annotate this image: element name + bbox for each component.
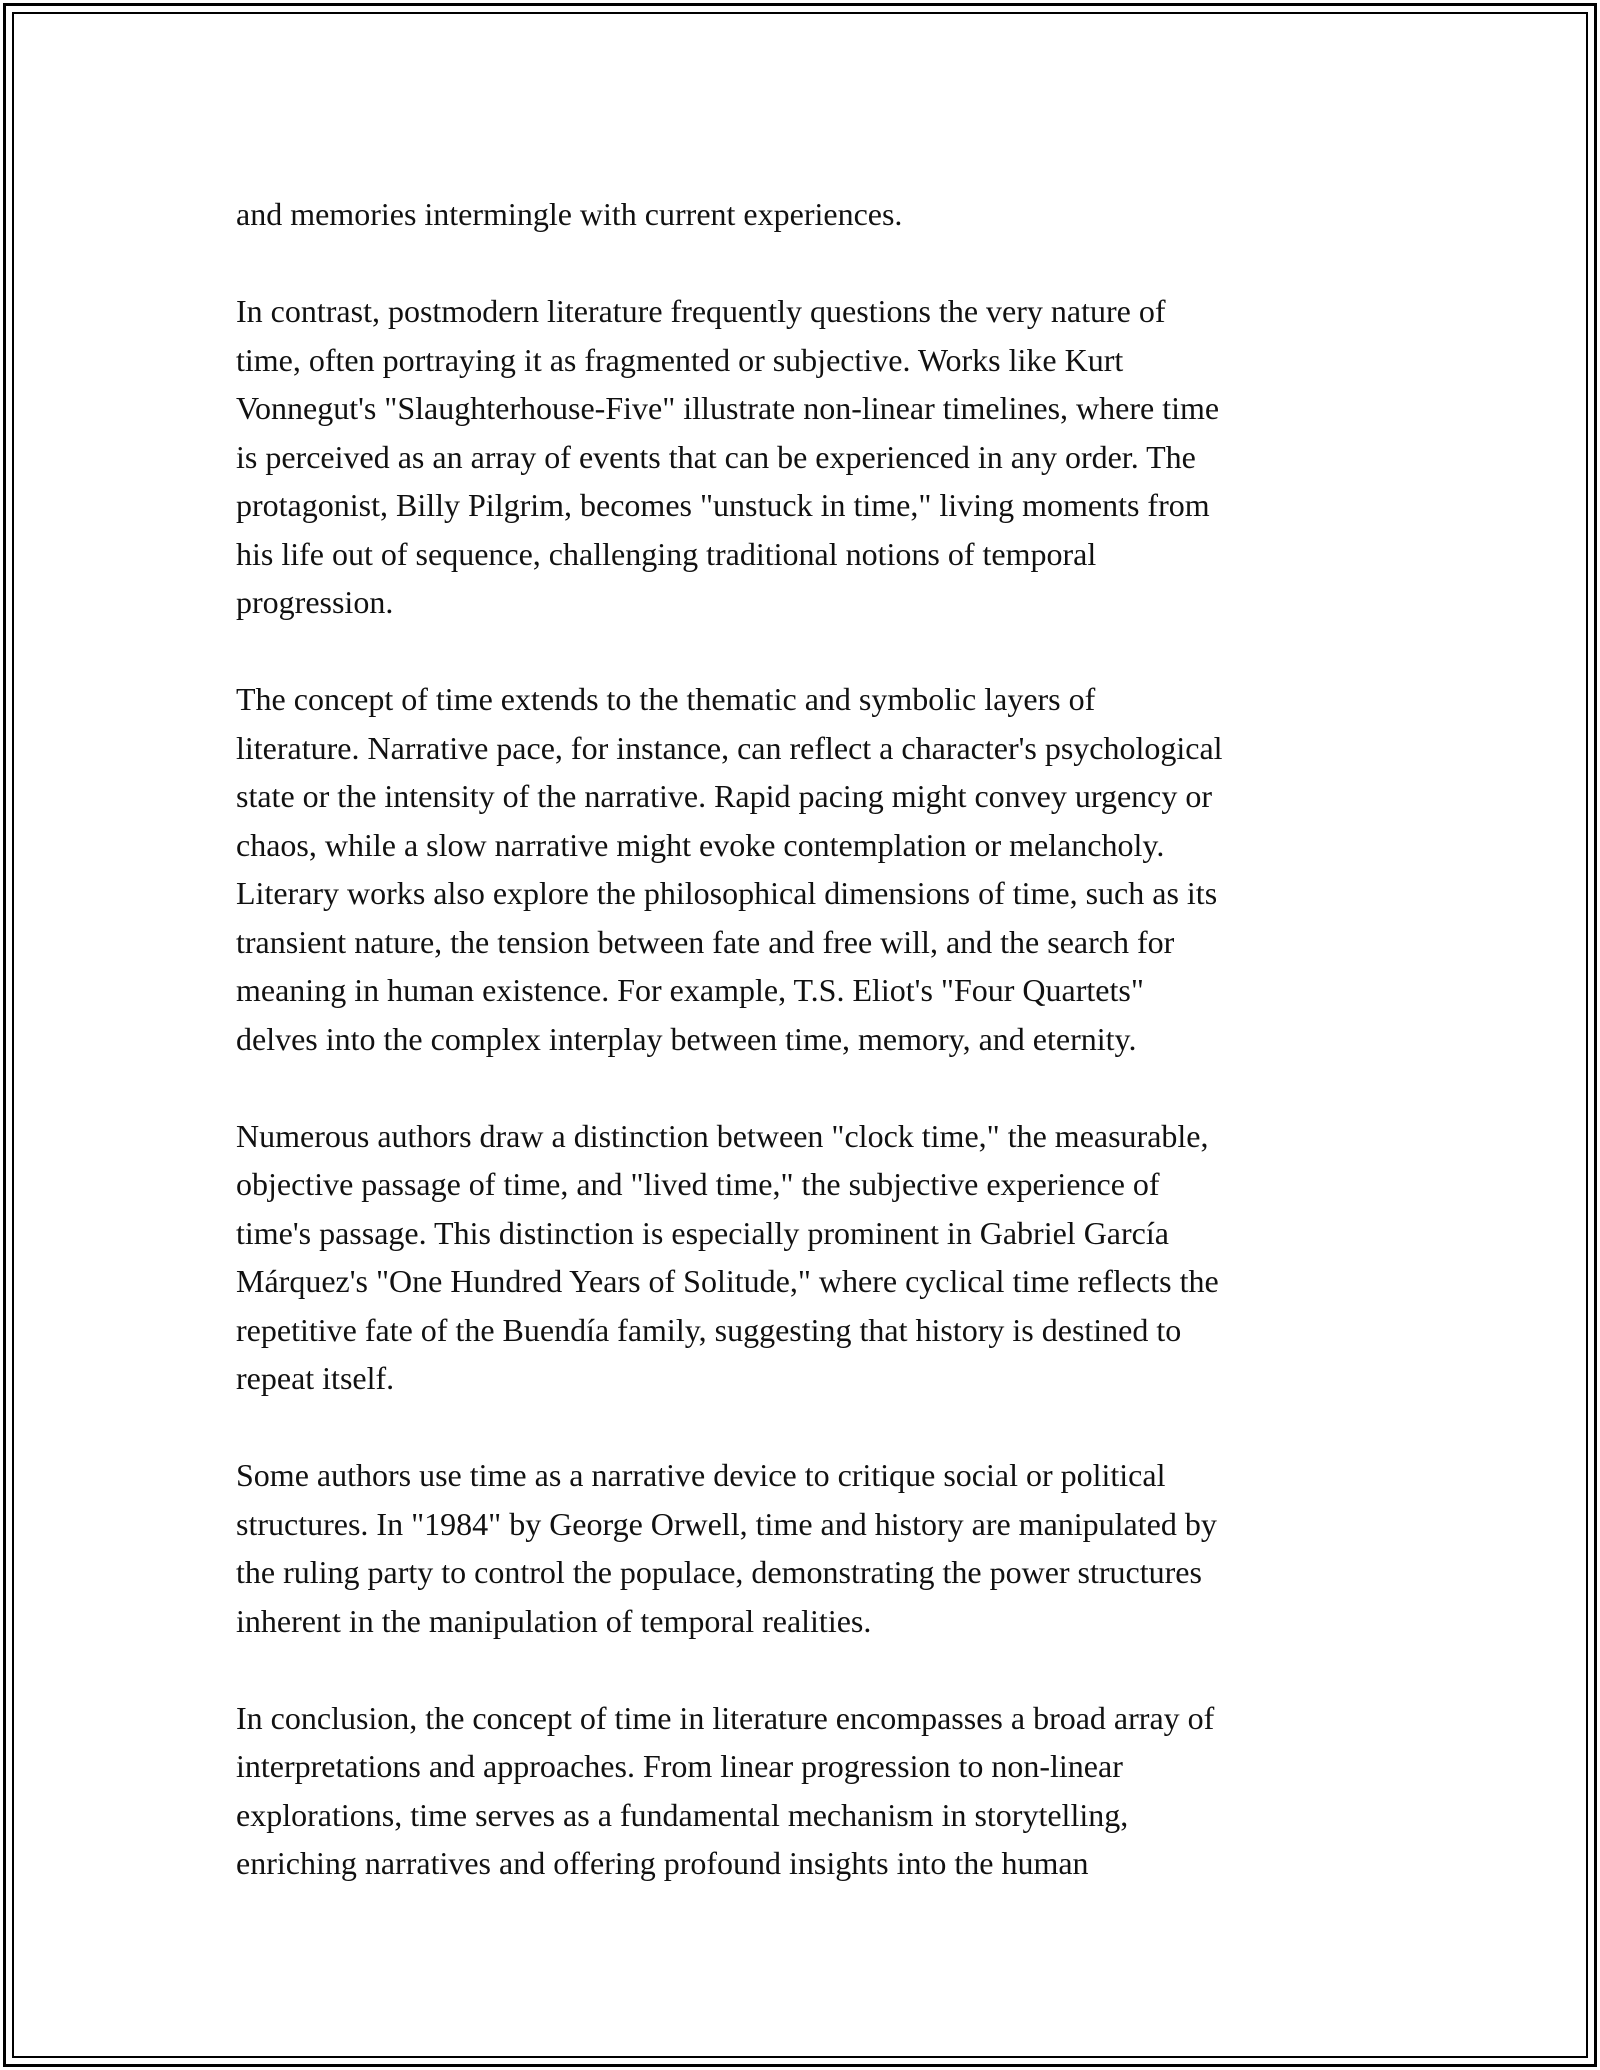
text-line: and memories intermingle with current experiences.	[236, 196, 903, 232]
text-line: structures. In "1984" by George Orwell, time and history are manipulated by	[236, 1505, 1217, 1542]
text-line: Vonnegut's "Slaughterhouse-Five" illustrate non-linear timelines, where time	[236, 390, 1220, 426]
text-line: inherent in the manipulation of temporal realities.	[236, 1602, 872, 1639]
text-line: meaning in human existence. For example, T.S. Eliot's "Four Quartets"	[236, 972, 1144, 1008]
text-line: Márquez's "One Hundred Years of Solitude," where cyclical time reflects the	[236, 1263, 1219, 1299]
text-line: Numerous authors draw a distinction between "clock time," the measurable,	[236, 1117, 1209, 1154]
paragraph	[236, 287, 1396, 627]
text-line: delves into the complex interplay between time, memory, and eternity.	[236, 1020, 1137, 1057]
text-line: objective passage of time, and "lived time," the subjective experience of	[236, 1166, 1160, 1202]
text-line: time's passage. This distinction is especially prominent in Gabriel García	[236, 1214, 1169, 1251]
text-line: time, often portraying it as fragmented or subjective. Works like Kurt	[236, 341, 1124, 378]
text-line: protagonist, Billy Pilgrim, becomes "unstuck in time," living moments from	[236, 487, 1210, 523]
text-line: interpretations and approaches. From linear progression to non-linear	[236, 1748, 1123, 1784]
text-line: is perceived as an array of events that can be experienced in any order. The	[236, 438, 1196, 475]
text-line: In contrast, postmodern literature frequently questions the very nature of	[236, 293, 1166, 329]
text-line: explorations, time serves as a fundamental mechanism in storytelling,	[236, 1796, 1129, 1833]
text-line: the ruling party to control the populace, demonstrating the power structures	[236, 1554, 1202, 1590]
text-line: repetitive fate of the Buendía family, suggesting that history is destined to	[236, 1311, 1182, 1348]
text-line: enriching narratives and offering profound insights into the human	[236, 1845, 1089, 1881]
text-line: state or the intensity of the narrative. Rapid pacing might convey urgency or	[236, 778, 1213, 814]
text-line: Literary works also explore the philosophical dimensions of time, such as its	[236, 875, 1218, 911]
paragraph	[236, 1451, 1396, 1645]
paragraph	[236, 1694, 1396, 1888]
text-line: his life out of sequence, challenging traditional notions of temporal	[236, 535, 1097, 572]
text-line: progression.	[236, 584, 394, 620]
text-line: Some authors use time as a narrative device to critique social or political	[236, 1457, 1166, 1493]
paragraph	[236, 1112, 1396, 1403]
text-line: The concept of time extends to the thematic and symbolic layers of	[236, 681, 1096, 717]
document-body	[236, 190, 1396, 1936]
text-line: repeat itself.	[236, 1360, 395, 1396]
paragraph	[236, 190, 1396, 239]
text-line: literature. Narrative pace, for instance, can reflect a character's psychological	[236, 729, 1223, 766]
text-line: chaos, while a slow narrative might evoke contemplation or melancholy.	[236, 826, 1165, 863]
paragraph	[236, 675, 1396, 1063]
text-line: In conclusion, the concept of time in literature encompasses a broad array of	[236, 1699, 1215, 1736]
text-line: transient nature, the tension between fate and free will, and the search for	[236, 923, 1175, 960]
